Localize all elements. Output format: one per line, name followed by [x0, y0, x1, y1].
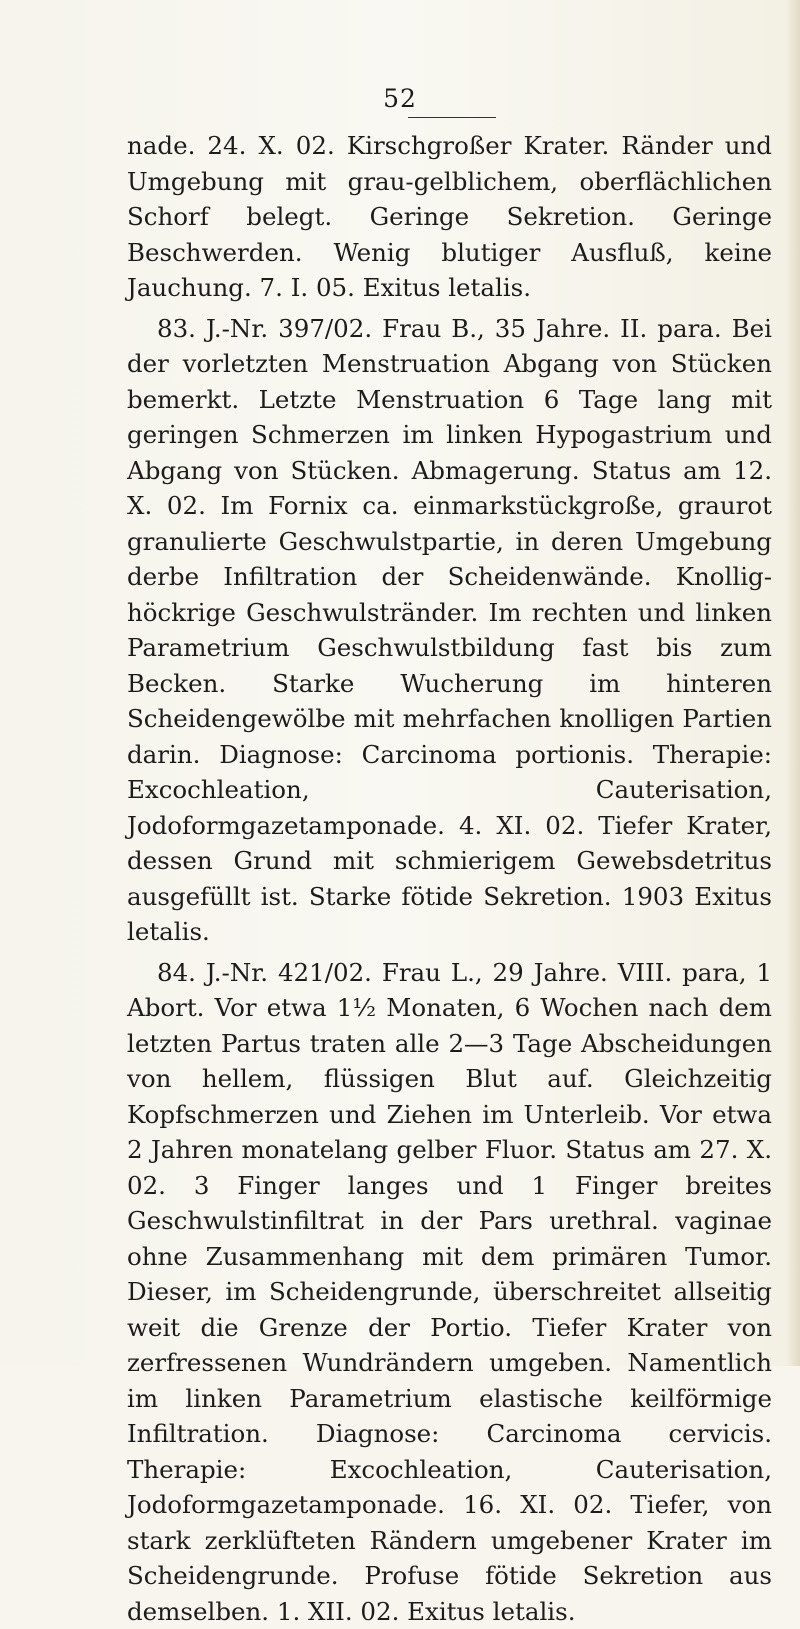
paragraph-case-84: 84. J.-Nr. 421/02. Frau L., 29 Jahre. VIII. para, 1 Abort. Vor etwa 1½ Monaten, 6 Wochen nach dem letzten Partus traten alle 2—3 Tage Abscheidungen von hellem, flüssigen Blut auf. Gleichzeitig Kopfschmerzen und Ziehen im Unterleib. Vor etwa 2 Jahren monatelang gelber Fluor. Status am 27. X. 02. 3 Finger langes und 1 Finger breites Geschwulstinfiltrat in der Pars urethral. vaginae ohne Zusammenhang mit dem primären Tumor. Dieser, im Scheidengrunde, überschreitet allseitig weit die Grenze der Portio. Tiefer Krater von zerfressenen Wundrändern umgeben. Namentlich im linken Parametrium elastische keilförmige Infiltration. Diagnose: Carcinoma cervicis. Therapie: Excochleation, Cauterisation, Jodoformgazetamponade. 16. XI. 02. Tiefer, von stark zerklüfteten Rändern umgebener Krater im Scheidengrunde. Profuse fötide Sekretion aus demselben. 1. XII. 02. Exitus letalis.	[127, 955, 772, 1629]
page-number: 52	[0, 84, 800, 113]
header-rule	[408, 117, 496, 118]
paragraph-case-83: 83. J.-Nr. 397/02. Frau B., 35 Jahre. II. para. Bei der vorletzten Menstruation Abgang von Stücken bemerkt. Letzte Menstruation 6 Tage lang mit geringen Schmerzen im linken Hypogastrium und Abgang von Stücken. Abmagerung. Status am 12. X. 02. Im Fornix ca. einmarkstückgroße, graurot granulierte Geschwulstpartie, in deren Umgebung derbe Infiltration der Scheidenwände. Knollig-höckrige Geschwulstränder. Im rechten und linken Parametrium Geschwulstbildung fast bis zum Becken. Starke Wucherung im hinteren Scheidengewölbe mit mehrfachen knolligen Partien darin. Diagnose: Carcinoma portionis. Therapie: Excochleation, Cauterisation, Jodoformgazetamponade. 4. XI. 02. Tiefer Krater, dessen Grund mit schmierigem Gewebsdetritus ausgefüllt ist. Starke fötide Sekretion. 1903 Exitus letalis.	[127, 311, 772, 950]
paragraph-continuation: nade. 24. X. 02. Kirschgroßer Krater. Ränder und Umgebung mit grau-gelblichem, oberflächlichen Schorf belegt. Geringe Sekretion. Geringe Beschwerden. Wenig blutiger Ausfluß, keine Jauchung. 7. I. 05. Exitus letalis.	[127, 128, 772, 306]
page-edge-shadow	[786, 0, 800, 1366]
body-text	[127, 128, 772, 1629]
